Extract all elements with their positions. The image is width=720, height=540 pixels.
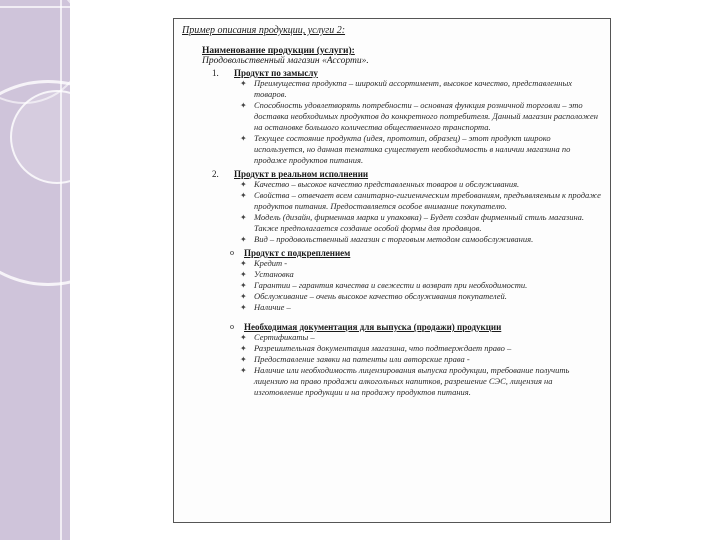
list-item: ✦ Вид – продовольственный магазин с торговым методом самообслуживания. (240, 234, 534, 244)
circle-bullet-icon: o (230, 322, 234, 331)
section-heading (182, 248, 602, 258)
star-bullet-icon: ✦ (240, 292, 247, 301)
section-heading (182, 169, 602, 179)
list-item: ✦ Наличие или необходимость лицензирования выпуска продукции, требование получить лицензию на право продажи алкогольных напитков, разрешение СЭС, лицензия на изготовление продукции и на продажу продуктов питания. (240, 365, 570, 397)
section-title: Продукт в реальном исполнении (234, 169, 369, 179)
document-page (173, 18, 611, 523)
document-title: Пример описания продукции, услуги 2: (182, 25, 346, 36)
decorative-line (0, 6, 70, 8)
list-item: ✦ Кредит - (240, 258, 288, 268)
star-bullet-icon: ✦ (240, 344, 247, 353)
list-item: ✦ Наличие – (240, 302, 291, 312)
star-bullet-icon: ✦ (240, 355, 247, 364)
list-item: ✦ Гарантии – гарантия качества и свежести и возврат при необходимости. (240, 280, 528, 290)
star-bullet-icon: ✦ (240, 270, 247, 279)
list-item: ✦ Свойства – отвечает всем санитарно-гигиеническим требованиям, предъявляемым к продаже продуктов питания. Предоставляется особое внимание покупателю. (240, 190, 601, 211)
bullet-list (182, 258, 602, 313)
list-item: ✦ Разрешительная документация магазина, что подтверждает право – (240, 343, 512, 353)
star-bullet-icon: ✦ (240, 191, 247, 200)
star-bullet-icon: ✦ (240, 101, 247, 110)
list-item: ✦ Способность удовлетворять потребности – основная функция розничной торговли – это доставка необходимых продуктов до конкретного потребителя. Данный магазин расположен на остановке большого количества общественного транспорта. (240, 100, 598, 132)
star-bullet-icon: ✦ (240, 333, 247, 342)
section-title: Продукт по замыслу (234, 68, 318, 78)
bullet-list (182, 179, 602, 245)
star-bullet-icon: ✦ (240, 259, 247, 268)
bullet-list (182, 78, 602, 166)
decorative-circle (10, 90, 104, 184)
section-number: 1. (212, 68, 219, 78)
section-heading (182, 322, 602, 332)
star-bullet-icon: ✦ (240, 235, 247, 244)
section-title: Продукт с подкреплением (244, 248, 351, 258)
shop-name: Продовольственный магазин «Ассорти». (202, 56, 369, 66)
section-number: 2. (212, 169, 219, 179)
circle-bullet-icon: o (230, 248, 234, 257)
list-item: ✦ Преимущества продукта – широкий ассортимент, высокое качество, представленных товаров. (240, 78, 573, 99)
list-item: ✦ Качество – высокое качество представленных товаров и обслуживания. (240, 179, 520, 189)
star-bullet-icon: ✦ (240, 79, 247, 88)
decorative-line (60, 0, 62, 540)
section-title: Необходимая документация для выпуска (продажи) продукции (244, 322, 502, 332)
list-item: ✦ Предоставление заявки на патенты или авторские права - (240, 354, 470, 364)
star-bullet-icon: ✦ (240, 303, 247, 312)
product-name-label: Наименование продукции (услуги): (202, 46, 355, 56)
list-item: ✦ Модель (дизайн, фирменная марка и упаковка) – Будет создан фирменный стиль магазина. Также предполагается создание особой формы для продавцов. (240, 212, 585, 233)
star-bullet-icon: ✦ (240, 366, 247, 375)
list-item: ✦ Сертификаты – (240, 332, 315, 342)
star-bullet-icon: ✦ (240, 134, 247, 143)
bullet-list (182, 332, 602, 398)
star-bullet-icon: ✦ (240, 180, 247, 189)
list-item: ✦ Обслуживание – очень высокое качество обслуживания покупателей. (240, 291, 507, 301)
section-heading (182, 68, 602, 78)
star-bullet-icon: ✦ (240, 281, 247, 290)
list-item: ✦ Установка (240, 269, 294, 279)
star-bullet-icon: ✦ (240, 213, 247, 222)
list-item: ✦ Текущее состояние продукта (идея, прототип, образец) – этот продукт широко используется, но данная тематика существует необходимость в наличии магазина по продаже продуктов питания. (240, 133, 571, 165)
